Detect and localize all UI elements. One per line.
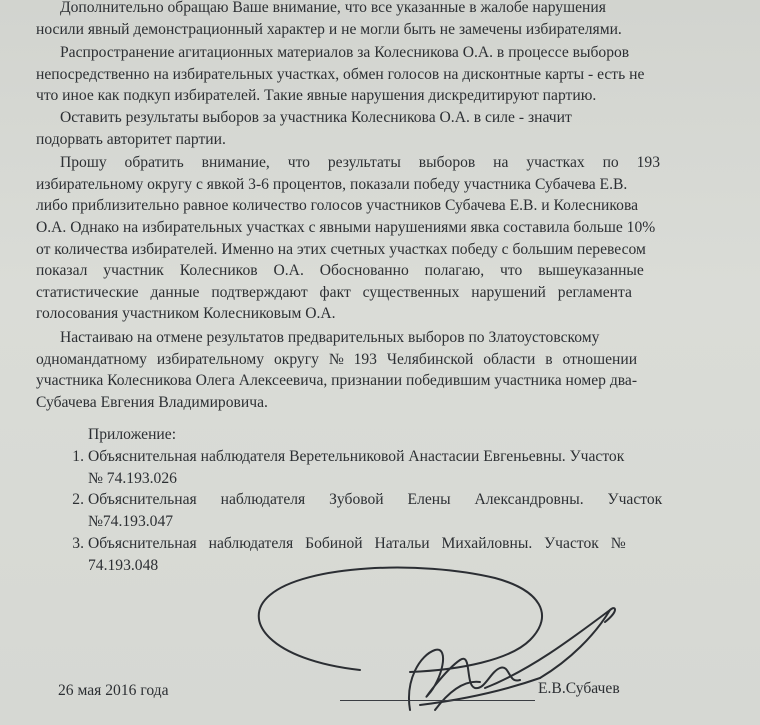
signer-name: Е.В.Субачев xyxy=(538,680,620,697)
attachments-section xyxy=(60,424,750,577)
letter-body xyxy=(36,0,750,413)
attachment-text: №74.193.047 xyxy=(88,513,174,531)
text-line: участника Колесникова Олега Алексеевича, признании победившим участника номер два- xyxy=(36,372,638,390)
list-number: 3. xyxy=(72,534,84,552)
text-line: О.А. Однако на избирательных участках с явными нарушениями явка составила больше 10% xyxy=(36,218,656,236)
list-number: 1. xyxy=(72,447,84,465)
text-line: Оставить результаты выборов за участника Колесникова О.А. в силе - значит xyxy=(60,108,572,126)
text-line: статистические данные подтверждают факт существенных нарушений регламента xyxy=(36,283,632,301)
text-line: Распространение агитационных материалов за Колесникова О.А. в процессе выборов xyxy=(60,44,630,62)
attachment-item-1 xyxy=(60,446,750,490)
text-line: Субачева Евгения Владимировича. xyxy=(36,393,268,411)
paragraph-4 xyxy=(36,152,750,325)
text-line: показал участник Колесников О.А. Обоснованно полагаю, что вышеуказанные xyxy=(36,262,644,280)
text-line: голосования участником Колесниковым О.А. xyxy=(36,305,336,323)
attachments-title: Приложение: xyxy=(88,426,177,443)
text-line: подорвать авторитет партии. xyxy=(36,130,226,148)
attachment-text: № 74.193.026 xyxy=(88,469,177,487)
list-number: 2. xyxy=(72,491,84,509)
text-line: Настаиваю на отмене результатов предварительных выборов по Златоустовскому xyxy=(60,328,600,346)
attachment-text: Объяснительная наблюдателя Бобиной Натальи Михайловны. Участок № xyxy=(88,534,626,552)
attachment-text: Объяснительная наблюдателя Зубовой Елены Александровны. Участок xyxy=(88,491,663,509)
attachment-item-2 xyxy=(60,489,750,533)
signature-line xyxy=(340,700,535,701)
text-line: избирательному округу с явкой 3-6 процентов, показали победу участника Субачева Е.В. xyxy=(36,175,628,193)
paragraph-3 xyxy=(36,107,750,150)
text-line: одномандатному избирательному округу № 193 Челябинской области в отношении xyxy=(36,350,638,368)
text-line: что иное как подкуп избирателей. Такие явные нарушения дискредитируют партию. xyxy=(36,87,597,105)
attachment-text: 74.193.048 xyxy=(88,556,159,574)
attachment-text: Объяснительная наблюдателя Веретельниковой Анастасии Евгеньевны. Участок xyxy=(88,447,625,465)
text-line: носили явный демонстрационный характер и не могли быть не замечены избирателями. xyxy=(36,20,622,38)
document-date: 26 мая 2016 года xyxy=(58,682,169,699)
paragraph-2 xyxy=(36,42,750,107)
paragraph-5 xyxy=(36,327,750,413)
text-line: Прошу обратить внимание, что результаты выборов на участках по 193 xyxy=(60,154,661,172)
text-line: либо приблизительно равное количество голосов участников Субачева Е.В. и Колесникова xyxy=(36,197,639,215)
paragraph-1 xyxy=(36,0,750,40)
text-line: от количества избирателей. Именно на этих счетных участках победу с большим перевесом xyxy=(36,240,646,258)
text-line: непосредственно на избирательных участках, обмен голосов на дисконтные карты - есть не xyxy=(36,65,645,83)
text-line: Дополнительно обращаю Ваше внимание, что все указанные в жалобе нарушения xyxy=(60,0,606,16)
